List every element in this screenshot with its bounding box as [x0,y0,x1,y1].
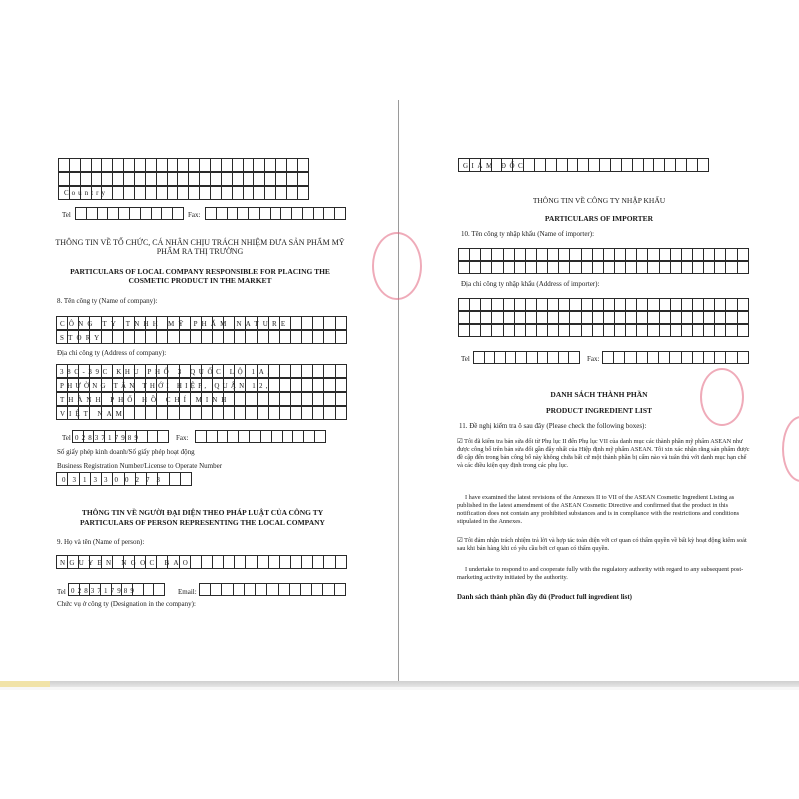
grid-cell [737,351,749,364]
check1-text-vi: ☑ Tôi đã kiểm tra bản sửa đổi từ Phụ lục II đến Phụ lục VII của danh mục các thành phần mỹ phẩm ASEAN như được công bố trên bản sửa đổi gần đây nhất của Hiệp định mỹ phẩm ASEAN. Tôi xin xác nhận rằng sản phẩm được đề cập đến trong bản công bố này không chứa bất cứ một thành phần bị cấm nào và tuân thủ với danh mục hạn chế và các điều kiện quy định trong các phụ lục. [457,438,750,469]
grid-cell [153,583,165,596]
red-stamp-fragment [700,368,744,426]
grid-cell [180,472,192,486]
fax-label-2: Fax: [176,434,189,442]
grid-cell [172,207,184,220]
fax-grid [206,207,346,220]
designation-label: Chức vụ ở công ty (Designation in the company): [57,600,196,608]
check-instruction: 11. Đề nghị kiểm tra ô sau đây (Please check the following boxes): [459,422,647,430]
importer-address-grid-1 [459,298,749,311]
grid-cell [314,430,326,443]
designation-value: GIÁM ĐỐC [463,162,527,170]
person-name-label: 9. Họ và tên (Name of person): [57,538,145,546]
grid-cell [335,378,347,392]
grid-cell [297,172,309,186]
grid-cell [335,392,347,406]
tel-grid [76,207,184,220]
company-heading-vi: THÔNG TIN VỀ TỔ CHỨC, CÁ NHÂN CHỊU TRÁCH NHIỆM ĐƯA SẢN PHẨM MỸ PHẨM RA THỊ TRƯỜNG [55,238,345,256]
grid-cell [568,351,580,364]
importer-fax-grid [603,351,749,364]
tel-label-2: Tel [62,434,71,442]
importer-name-label: 10. Tên công ty nhập khẩu (Name of importer): [461,230,595,238]
red-stamp-fragment [372,232,422,300]
tel-label-3: Tel [57,588,66,596]
tel-label: Tel [62,211,71,219]
importer-address-grid-3 [459,324,749,337]
grid-cell [737,261,749,274]
grid-cell [334,583,346,596]
check2-text-en: I undertake to respond to and cooperate fully with the regulatory authority with regard to any subsequent post-marketing activity initiated by the authority. [457,566,744,581]
company-name-line1: CÔNG TY TNHH MỸ PHẨM NATURE [60,320,290,328]
person-name: NGUYEN NGOC BAO [60,559,193,567]
importer-address-grid-2 [459,311,749,324]
email-label: Email: [178,588,197,596]
grid-cell [697,158,709,172]
importer-heading-vi: THÔNG TIN VỀ CÔNG TY NHẬP KHẨU [532,196,666,205]
tel-number-2: 0283717989 [71,587,137,595]
fax-label: Fax: [188,211,201,219]
blank-grid-row [59,158,309,172]
address-line1: 38C-39C KHU PHỐ 3 QUỐC LỘ 1A, [60,368,273,376]
grid-cell [335,330,347,344]
grid-cell [737,298,749,311]
check2-text-vi: ☑ Tôi đảm nhận trách nhiệm trả lời và hợp tác toàn diện với cơ quan có thẩm quyền về bất kỳ hoạt động kiểm soát sau khi bán hàng khi có yêu cầu bởi cơ quan có thẩm quyền. [457,537,747,552]
importer-tel-label: Tel [461,355,470,363]
grid-cell [335,316,347,330]
grid-cell [334,207,346,220]
form-page-left [0,100,399,682]
ingredient-heading-en: PRODUCT INGREDIENT LIST [546,406,652,415]
country-label: Country [64,189,108,197]
grid-cell [335,364,347,378]
address-line4: VIỆT NAM [60,410,126,418]
grid-cell [335,406,347,420]
license-label: Số giấy phép kinh doanh/Số giấy phép hoạt động [57,448,195,456]
email-grid [200,583,346,596]
full-ingredient-list-label: Danh sách thành phần đầy đủ (Product full ingredient list) [457,593,632,601]
grid-cell [297,158,309,172]
scan-bottom-edge [0,681,799,687]
grid-cell [297,186,309,200]
check1-text-en: I have examined the latest revisions of the Annexes II to VII of the ASEAN Cosmetic Ingredient Listing as published in the latest amendment of the ASEAN Cosmetic Directive and confirmed that the product in this notification does not contain any prohibited substances and is in compliance with the restrictions and conditions stipulated in the Annexes. [457,494,740,525]
grid-cell [737,311,749,324]
tel-number: 0283717989 [75,434,141,442]
ingredient-heading-vi: DANH SÁCH THÀNH PHẦN [550,390,648,399]
address-line2: PHƯỜNG TÂN THỚI HIỆP, QUẬN 12, [60,382,271,390]
importer-tel-grid [474,351,580,364]
person-heading-vi: THÔNG TIN VỀ NGƯỜI ĐẠI DIỆN THEO PHÁP LUẬT CỦA CÔNG TY [81,508,324,517]
grid-cell [335,555,347,569]
company-name-label: 8. Tên công ty (Name of company): [57,297,158,305]
blank-grid-row [59,172,309,186]
grid-cell [737,248,749,261]
importer-heading-en: PARTICULARS OF IMPORTER [544,214,654,223]
fax-grid-2 [196,430,326,443]
importer-name-grid-2 [459,261,749,274]
company-address-label: Địa chỉ công ty (Address of company): [57,349,167,357]
importer-fax-label: Fax: [587,355,600,363]
importer-address-label: Địa chỉ công ty nhập khẩu (Address of importer): [461,280,600,288]
company-name-line2: STORY [60,334,104,342]
person-heading-en: PARTICULARS OF PERSON REPRESENTING THE LOCAL COMPANY [80,518,325,527]
importer-name-grid-1 [459,248,749,261]
grid-cell [157,430,169,443]
license-label-en: Business Registration Number/License to Operate Number [57,462,223,470]
address-line3: THÀNH PHỐ HỒ CHÍ MINH [60,396,231,404]
license-number: 0313300273 [62,476,167,484]
grid-cell [737,324,749,337]
company-heading-en: PARTICULARS OF LOCAL COMPANY RESPONSIBLE FOR PLACING THE COSMETIC PRODUCT IN THE MARKET [70,267,330,285]
